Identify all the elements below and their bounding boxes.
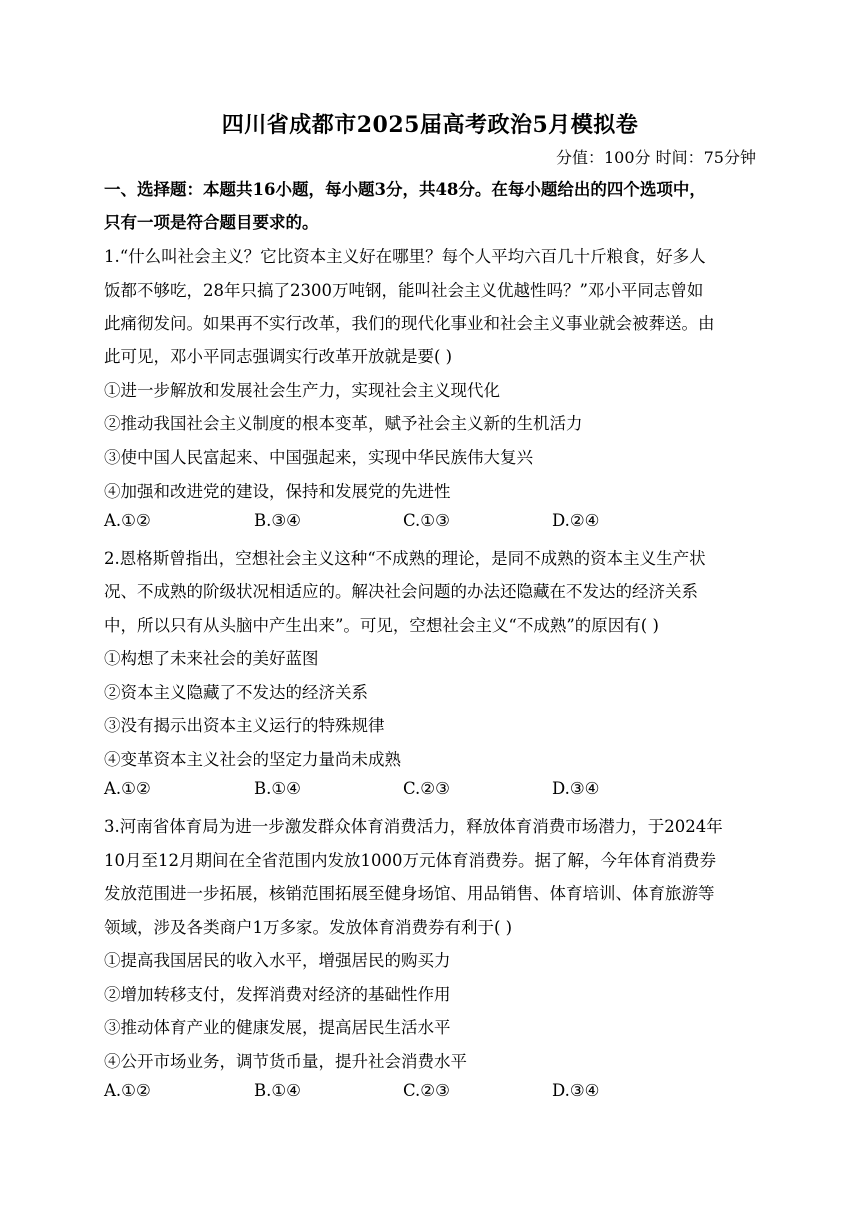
question-1-stem-line: 此可见，邓小平同志强调实行改革开放就是要( ) — [104, 347, 453, 366]
section-heading-line: 一、选择题：本题共16小题，每小题3分，共48分。在每小题给出的四个选项中， — [104, 180, 706, 199]
question-1-stem-line: 此痛彻发问。如果再不实行改革，我们的现代化事业和社会主义事业就会被葬送。由 — [104, 314, 715, 333]
option-c: C.②③ — [403, 779, 450, 798]
question-3-stem-line: 10月至12月期间在全省范围内发放1000万元体育消费券。据了解，今年体育消费券 — [104, 851, 716, 870]
question-3-statement: ④公开市场业务，调节货币量，提升社会消费水平 — [104, 1052, 467, 1071]
question-1-stem-line: 1.“什么叫社会主义？它比资本主义好在哪里？每个人平均六百几十斤粮食，好多人 — [104, 247, 706, 266]
question-1-statement: ②推动我国社会主义制度的根本变革，赋予社会主义新的生机活力 — [104, 414, 583, 433]
question-2-statement: ④变革资本主义社会的坚定力量尚未成熟 — [104, 750, 401, 769]
question-1-stem-line: 饭都不够吃，28年只搞了2300万吨钢，能叫社会主义优越性吗？”邓小平同志曾如 — [104, 281, 704, 300]
exam-meta: 分值：100分 时间：75分钟 — [556, 148, 756, 167]
option-c: C.①③ — [403, 511, 450, 530]
exam-title: 四川省成都市2025届高考政治5月模拟卷 — [221, 112, 639, 138]
option-a: A.①② — [104, 779, 151, 798]
question-2-stem-line: 中，所以只有从头脑中产生出来”。可见，空想社会主义“不成熟”的原因有( ) — [104, 616, 659, 635]
option-b: B.①④ — [254, 779, 301, 798]
question-2-statement: ①构想了未来社会的美好蓝图 — [104, 649, 319, 668]
option-d: D.②④ — [552, 511, 600, 530]
question-2-stem-line: 况、不成熟的阶级状况相适应的。解决社会问题的办法还隐藏在不发达的经济关系 — [104, 582, 698, 601]
question-2-stem-line: 2.恩格斯曾指出，空想社会主义这种“不成熟的理论，是同不成熟的资本主义生产状 — [104, 549, 706, 568]
question-3-statement: ②增加转移支付，发挥消费对经济的基础性作用 — [104, 985, 451, 1004]
question-3-statement: ③推动体育产业的健康发展，提高居民生活水平 — [104, 1018, 451, 1037]
question-3-stem-line: 3.河南省体育局为进一步激发群众体育消费活力，释放体育消费市场潜力，于2024年 — [104, 817, 723, 836]
option-d: D.③④ — [552, 779, 600, 798]
question-1-statement: ①进一步解放和发展社会生产力，实现社会主义现代化 — [104, 381, 500, 400]
question-1-statement: ③使中国人民富起来、中国强起来，实现中华民族伟大复兴 — [104, 448, 533, 467]
question-1-options — [104, 511, 764, 535]
option-b: B.①④ — [254, 1081, 301, 1100]
question-3-stem-line: 发放范围进一步拓展，核销范围拓展至健身场馆、用品销售、体育培训、体育旅游等 — [104, 884, 715, 903]
question-2-options — [104, 779, 764, 803]
question-1-statement: ④加强和改进党的建设，保持和发展党的先进性 — [104, 482, 451, 501]
question-2-statement: ③没有揭示出资本主义运行的特殊规律 — [104, 716, 385, 735]
option-c: C.②③ — [403, 1081, 450, 1100]
option-b: B.③④ — [254, 511, 301, 530]
question-3-options — [104, 1081, 764, 1105]
option-a: A.①② — [104, 1081, 151, 1100]
option-d: D.③④ — [552, 1081, 600, 1100]
option-a: A.①② — [104, 511, 151, 530]
question-2-statement: ②资本主义隐藏了不发达的经济关系 — [104, 683, 368, 702]
question-3-statement: ①提高我国居民的收入水平，增强居民的购买力 — [104, 951, 451, 970]
section-heading-line: 只有一项是符合题目要求的。 — [104, 213, 319, 232]
question-3-stem-line: 领域，涉及各类商户1万多家。发放体育消费券有利于( ) — [104, 918, 513, 937]
